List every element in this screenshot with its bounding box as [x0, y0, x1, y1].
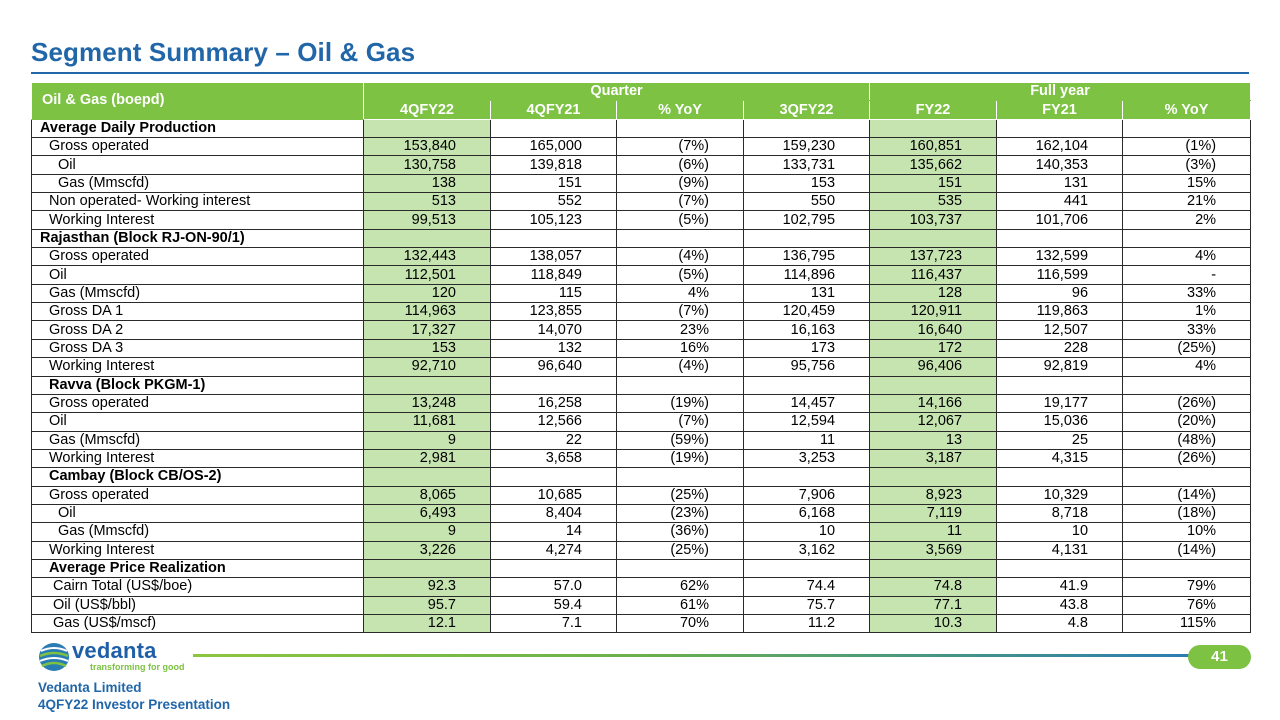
table-row — [32, 211, 1251, 229]
row-label: Working Interest — [32, 211, 364, 229]
table-cell — [870, 376, 997, 394]
table-cell: 162,104 — [997, 138, 1123, 156]
table-cell: (59%) — [617, 431, 744, 449]
table-cell: (19%) — [617, 394, 744, 412]
table-cell: 441 — [997, 193, 1123, 211]
table-cell: 13 — [870, 431, 997, 449]
section-header-row — [32, 559, 1251, 577]
row-label: Gas (US$/mscf) — [32, 614, 364, 632]
table-cell — [491, 468, 617, 486]
column-header: % YoY — [617, 101, 744, 119]
table-cell: 112,501 — [364, 266, 491, 284]
table-cell: 136,795 — [744, 248, 870, 266]
table-cell: 132,599 — [997, 248, 1123, 266]
table-cell: 16,640 — [870, 321, 997, 339]
table-row — [32, 394, 1251, 412]
table-cell: 57.0 — [491, 578, 617, 596]
table-cell: 165,000 — [491, 138, 617, 156]
header-group-row — [32, 83, 1251, 101]
table-cell: 4,131 — [997, 541, 1123, 559]
table-cell: (6%) — [617, 156, 744, 174]
table-cell: (5%) — [617, 211, 744, 229]
column-header: 4QFY21 — [491, 101, 617, 119]
page-number: 41 — [1188, 645, 1251, 669]
table-cell — [617, 119, 744, 137]
row-label: Gross operated — [32, 248, 364, 266]
table-cell: 140,353 — [997, 156, 1123, 174]
table-cell — [744, 376, 870, 394]
row-label: Rajasthan (Block RJ-ON-90/1) — [32, 229, 364, 247]
table-row — [32, 193, 1251, 211]
table-cell: 10,685 — [491, 486, 617, 504]
table-cell: (1%) — [1123, 138, 1251, 156]
table-cell: 11 — [870, 523, 997, 541]
table-cell: (20%) — [1123, 413, 1251, 431]
row-label: Working Interest — [32, 358, 364, 376]
table-cell: 12,566 — [491, 413, 617, 431]
column-header: FY22 — [870, 101, 997, 119]
table-cell: 12,507 — [997, 321, 1123, 339]
title-underline — [31, 72, 1249, 74]
table-row — [32, 266, 1251, 284]
table-cell: 105,123 — [491, 211, 617, 229]
table-cell: 6,168 — [744, 504, 870, 522]
column-header: FY21 — [997, 101, 1123, 119]
row-label: Gas (Mmscfd) — [32, 523, 364, 541]
table-cell: 159,230 — [744, 138, 870, 156]
table-cell: 513 — [364, 193, 491, 211]
table-cell — [491, 559, 617, 577]
table-cell: 61% — [617, 596, 744, 614]
table-cell: 7.1 — [491, 614, 617, 632]
table-cell: 96,640 — [491, 358, 617, 376]
table-cell: (7%) — [617, 413, 744, 431]
table-cell: 6,493 — [364, 504, 491, 522]
table-row — [32, 504, 1251, 522]
table-cell: 14,457 — [744, 394, 870, 412]
table-cell: (7%) — [617, 193, 744, 211]
table-cell: 79% — [1123, 578, 1251, 596]
table-cell — [491, 229, 617, 247]
table-row — [32, 339, 1251, 357]
table-cell — [617, 376, 744, 394]
table-cell: (9%) — [617, 174, 744, 192]
table-cell: 4% — [617, 284, 744, 302]
table-cell: (7%) — [617, 138, 744, 156]
table-cell: 12,067 — [870, 413, 997, 431]
table-row — [32, 321, 1251, 339]
table-cell — [870, 229, 997, 247]
table-cell — [744, 559, 870, 577]
table-cell: 101,706 — [997, 211, 1123, 229]
table-cell: 8,065 — [364, 486, 491, 504]
table-cell: (26%) — [1123, 449, 1251, 467]
table-cell: (25%) — [617, 541, 744, 559]
table-cell: 535 — [870, 193, 997, 211]
row-label: Gross DA 3 — [32, 339, 364, 357]
table-cell: 115% — [1123, 614, 1251, 632]
table-cell: 15% — [1123, 174, 1251, 192]
table-cell: - — [1123, 266, 1251, 284]
table-cell — [364, 468, 491, 486]
table-cell: 92,710 — [364, 358, 491, 376]
table-cell — [491, 376, 617, 394]
table-cell: 41.9 — [997, 578, 1123, 596]
table-row — [32, 486, 1251, 504]
table-cell: 12,594 — [744, 413, 870, 431]
table-row — [32, 449, 1251, 467]
table-cell: 23% — [617, 321, 744, 339]
table-cell: 77.1 — [870, 596, 997, 614]
table-cell — [997, 559, 1123, 577]
table-cell — [617, 559, 744, 577]
quarter-group-header: Quarter — [364, 83, 870, 101]
table-cell: 4,315 — [997, 449, 1123, 467]
table-row — [32, 358, 1251, 376]
row-label: Gross DA 2 — [32, 321, 364, 339]
logo-tagline: transforming for good — [90, 662, 185, 672]
table-cell — [1123, 468, 1251, 486]
footer-divider — [193, 654, 1193, 657]
table-cell: 21% — [1123, 193, 1251, 211]
row-label: Oil (US$/bbl) — [32, 596, 364, 614]
row-label: Oil — [32, 413, 364, 431]
table-row — [32, 596, 1251, 614]
table-cell: 17,327 — [364, 321, 491, 339]
table-cell: 114,896 — [744, 266, 870, 284]
row-label: Oil — [32, 156, 364, 174]
table-cell: 8,404 — [491, 504, 617, 522]
row-label: Cambay (Block CB/OS-2) — [32, 468, 364, 486]
table-cell: 116,599 — [997, 266, 1123, 284]
row-label: Oil — [32, 504, 364, 522]
table-cell: 120,911 — [870, 303, 997, 321]
table-cell — [744, 229, 870, 247]
row-label: Average Price Realization — [32, 559, 364, 577]
table-row — [32, 578, 1251, 596]
table-cell: 1% — [1123, 303, 1251, 321]
table-row — [32, 413, 1251, 431]
row-label: Gross operated — [32, 486, 364, 504]
table-cell: 4% — [1123, 248, 1251, 266]
table-cell: (23%) — [617, 504, 744, 522]
table-cell: (14%) — [1123, 541, 1251, 559]
table-cell: 7,119 — [870, 504, 997, 522]
table-cell: 92,819 — [997, 358, 1123, 376]
table-cell: 153 — [744, 174, 870, 192]
table-cell: 10% — [1123, 523, 1251, 541]
table-row — [32, 303, 1251, 321]
table-cell: 4,274 — [491, 541, 617, 559]
table-cell: 4% — [1123, 358, 1251, 376]
vedanta-logo — [38, 640, 188, 676]
row-label: Gas (Mmscfd) — [32, 431, 364, 449]
table-cell: 14,070 — [491, 321, 617, 339]
row-label: Cairn Total (US$/boe) — [32, 578, 364, 596]
table-cell — [997, 119, 1123, 137]
table-cell: 99,513 — [364, 211, 491, 229]
table-row — [32, 523, 1251, 541]
section-header-row — [32, 468, 1251, 486]
table-cell: 16,258 — [491, 394, 617, 412]
row-label: Gas (Mmscfd) — [32, 284, 364, 302]
table-cell: 2% — [1123, 211, 1251, 229]
table-cell — [997, 376, 1123, 394]
table-cell: 114,963 — [364, 303, 491, 321]
logo-wordmark: vedanta — [72, 638, 157, 663]
table-cell: 151 — [870, 174, 997, 192]
table-cell: 9 — [364, 431, 491, 449]
table-cell: 11 — [744, 431, 870, 449]
table-cell: 153 — [364, 339, 491, 357]
table-cell: 172 — [870, 339, 997, 357]
table-cell: 3,187 — [870, 449, 997, 467]
table-row — [32, 248, 1251, 266]
table-cell: 130,758 — [364, 156, 491, 174]
table-cell: 14,166 — [870, 394, 997, 412]
table-cell: 3,569 — [870, 541, 997, 559]
table-cell — [870, 468, 997, 486]
column-header: 3QFY22 — [744, 101, 870, 119]
table-row — [32, 156, 1251, 174]
table-cell: 123,855 — [491, 303, 617, 321]
table-cell: (25%) — [1123, 339, 1251, 357]
table-cell: 137,723 — [870, 248, 997, 266]
column-header: % YoY — [1123, 101, 1251, 119]
table-cell: 33% — [1123, 321, 1251, 339]
table-cell: 25 — [997, 431, 1123, 449]
table-cell: 33% — [1123, 284, 1251, 302]
table-cell: 9 — [364, 523, 491, 541]
table-cell: 11.2 — [744, 614, 870, 632]
table-cell: 2,981 — [364, 449, 491, 467]
table-cell: (7%) — [617, 303, 744, 321]
section-header-row — [32, 119, 1251, 137]
table-cell: 173 — [744, 339, 870, 357]
table-cell: 153,840 — [364, 138, 491, 156]
table-cell: 160,851 — [870, 138, 997, 156]
table-cell: 70% — [617, 614, 744, 632]
table-cell: (19%) — [617, 449, 744, 467]
table-cell — [364, 229, 491, 247]
table-cell: 43.8 — [997, 596, 1123, 614]
table-cell: 552 — [491, 193, 617, 211]
table-cell: 228 — [997, 339, 1123, 357]
table-row — [32, 284, 1251, 302]
table-cell: 76% — [1123, 596, 1251, 614]
table-cell: 96 — [997, 284, 1123, 302]
table-cell: 15,036 — [997, 413, 1123, 431]
row-label: Non operated- Working interest — [32, 193, 364, 211]
vedanta-drop-icon — [38, 642, 70, 672]
table-cell: 95.7 — [364, 596, 491, 614]
row-label: Oil — [32, 266, 364, 284]
table-cell: 138 — [364, 174, 491, 192]
table-cell: 95,756 — [744, 358, 870, 376]
table-cell: 550 — [744, 193, 870, 211]
row-label: Gross operated — [32, 138, 364, 156]
table-cell: (3%) — [1123, 156, 1251, 174]
table-cell: 119,863 — [997, 303, 1123, 321]
table-cell: 10,329 — [997, 486, 1123, 504]
table-cell — [364, 119, 491, 137]
table-cell: 19,177 — [997, 394, 1123, 412]
table-cell: (48%) — [1123, 431, 1251, 449]
table-cell — [744, 119, 870, 137]
row-label: Gas (Mmscfd) — [32, 174, 364, 192]
table-cell: 75.7 — [744, 596, 870, 614]
corner-label: Oil & Gas (boepd) — [32, 83, 364, 120]
table-cell — [997, 229, 1123, 247]
table-cell — [870, 119, 997, 137]
table-cell: 22 — [491, 431, 617, 449]
table-cell: 4.8 — [997, 614, 1123, 632]
table-cell: 14 — [491, 523, 617, 541]
table-cell: (4%) — [617, 248, 744, 266]
table-cell: (4%) — [617, 358, 744, 376]
table-cell: 59.4 — [491, 596, 617, 614]
table-cell — [1123, 119, 1251, 137]
table-cell: 132,443 — [364, 248, 491, 266]
table-cell: 13,248 — [364, 394, 491, 412]
full-year-group-header: Full year — [870, 83, 1251, 101]
section-header-row — [32, 229, 1251, 247]
table-cell: 8,923 — [870, 486, 997, 504]
table-cell: 131 — [997, 174, 1123, 192]
table-cell: 133,731 — [744, 156, 870, 174]
table-cell: 7,906 — [744, 486, 870, 504]
table-row — [32, 614, 1251, 632]
table-cell — [364, 376, 491, 394]
table-cell: 138,057 — [491, 248, 617, 266]
table-cell: 3,658 — [491, 449, 617, 467]
row-label: Ravva (Block PKGM-1) — [32, 376, 364, 394]
table-cell: 102,795 — [744, 211, 870, 229]
table-cell: 3,162 — [744, 541, 870, 559]
table-row — [32, 138, 1251, 156]
table-cell — [1123, 376, 1251, 394]
section-header-row — [32, 376, 1251, 394]
table-cell: 120 — [364, 284, 491, 302]
company-name: Vedanta Limited — [38, 680, 142, 695]
table-row — [32, 174, 1251, 192]
table-cell — [617, 468, 744, 486]
table-cell: 3,253 — [744, 449, 870, 467]
table-cell — [997, 468, 1123, 486]
page-title: Segment Summary – Oil & Gas — [31, 37, 416, 67]
table-cell: 116,437 — [870, 266, 997, 284]
table-cell — [870, 559, 997, 577]
table-cell — [1123, 559, 1251, 577]
table-cell: (36%) — [617, 523, 744, 541]
table-cell: (14%) — [1123, 486, 1251, 504]
table-cell: (5%) — [617, 266, 744, 284]
table-cell: 11,681 — [364, 413, 491, 431]
table-cell: 135,662 — [870, 156, 997, 174]
table-cell: 151 — [491, 174, 617, 192]
table-cell: 74.4 — [744, 578, 870, 596]
table-cell: 115 — [491, 284, 617, 302]
row-label: Working Interest — [32, 541, 364, 559]
table-cell — [364, 559, 491, 577]
row-label: Gross operated — [32, 394, 364, 412]
table-row — [32, 541, 1251, 559]
table-cell: 10 — [997, 523, 1123, 541]
segment-summary-table — [31, 82, 1251, 633]
table-cell: 16,163 — [744, 321, 870, 339]
presentation-name: 4QFY22 Investor Presentation — [38, 697, 231, 712]
table-cell: 103,737 — [870, 211, 997, 229]
table-cell: (25%) — [617, 486, 744, 504]
table-cell: (26%) — [1123, 394, 1251, 412]
table-cell — [491, 119, 617, 137]
table-cell: 131 — [744, 284, 870, 302]
table-cell: 92.3 — [364, 578, 491, 596]
table-cell — [617, 229, 744, 247]
table-cell: 139,818 — [491, 156, 617, 174]
table-body — [32, 119, 1251, 633]
table-cell: 132 — [491, 339, 617, 357]
table-cell: 128 — [870, 284, 997, 302]
table-cell: 74.8 — [870, 578, 997, 596]
table-cell: 16% — [617, 339, 744, 357]
table-cell: 118,849 — [491, 266, 617, 284]
table-cell — [1123, 229, 1251, 247]
row-label: Average Daily Production — [32, 119, 364, 137]
table-cell: 10 — [744, 523, 870, 541]
table-cell: 10.3 — [870, 614, 997, 632]
table-cell: 62% — [617, 578, 744, 596]
row-label: Gross DA 1 — [32, 303, 364, 321]
table-cell: 120,459 — [744, 303, 870, 321]
table-row — [32, 431, 1251, 449]
table-cell: 3,226 — [364, 541, 491, 559]
table-cell — [744, 468, 870, 486]
table-cell: 8,718 — [997, 504, 1123, 522]
row-label: Working Interest — [32, 449, 364, 467]
column-header: 4QFY22 — [364, 101, 491, 119]
table-cell: 12.1 — [364, 614, 491, 632]
table-cell: (18%) — [1123, 504, 1251, 522]
table-cell: 96,406 — [870, 358, 997, 376]
